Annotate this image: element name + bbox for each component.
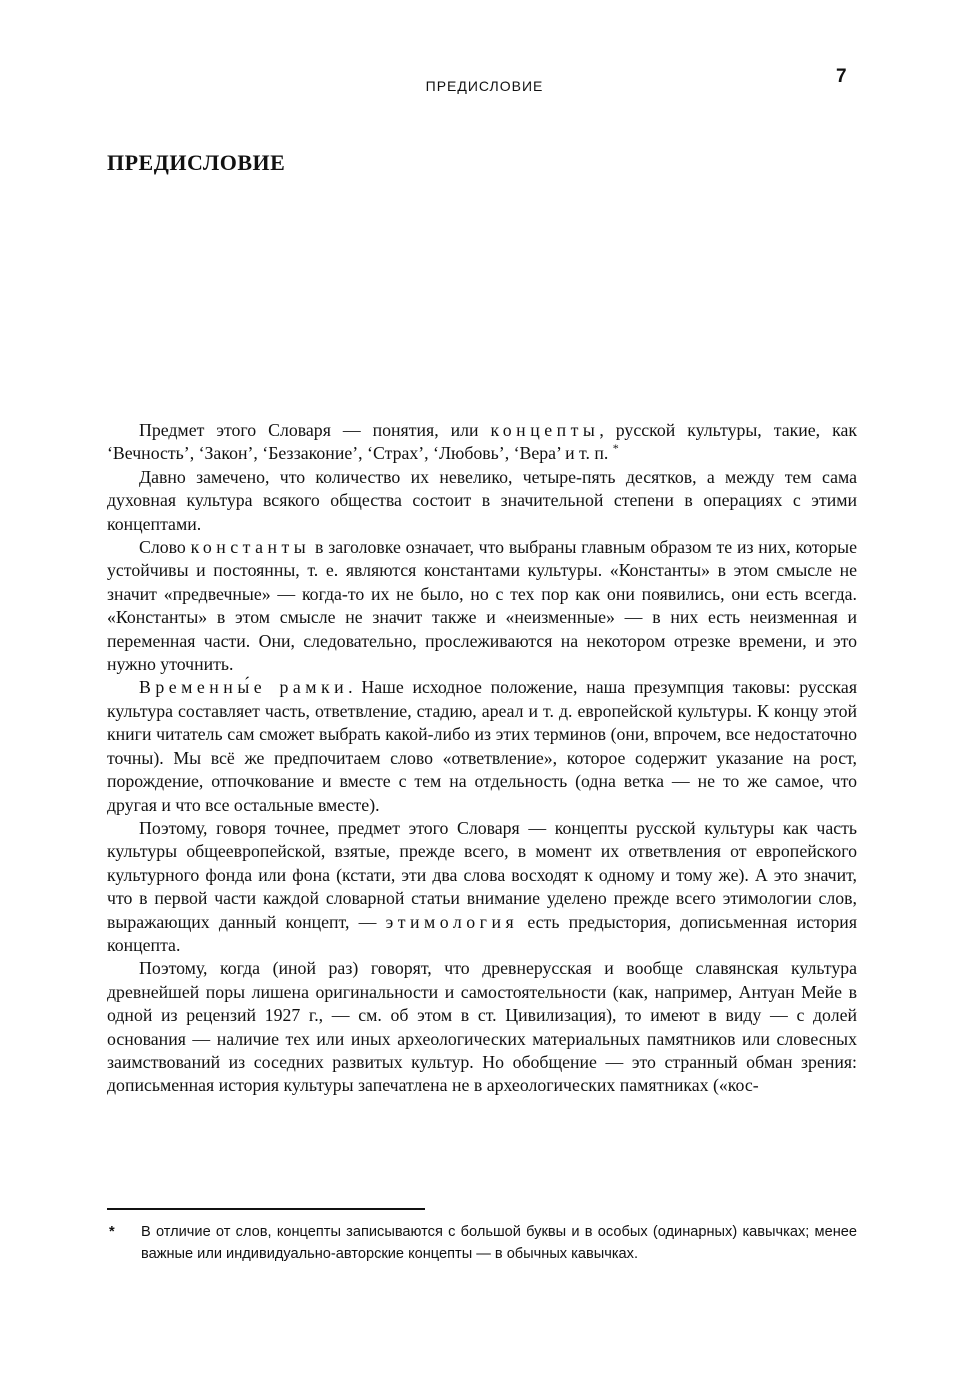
paragraph-1 — [107, 419, 857, 466]
paragraph-5-text-a: Поэтому, говоря точнее, предмет этого Словаря — концепты русской культуры как часть культуры общеевропейской, взятые, прежде всего, в момент их ответвления от европейского культурного фонда или фона (кстати, эти два слова восходят к одному и тому же). А это значит, что в первой части каждой словарной статьи внимание уделено прежде всего этимологии слов, выражающих данный концепт, — — [107, 817, 857, 932]
paragraph-3 — [107, 536, 857, 676]
spaced-term-concepts: концепты — [490, 420, 600, 440]
paragraph-3-text-b: в заголовке означает, что выбраны главным образом те из них, которые устойчивы и постоянны, т. е. являются константами культуры. «Константы» в этом смысле не значит «предвечные» — когда-то их не было, но с тех пор как они появились, они есть всегда. «Константы» в этом смысле не значит также и «неизменные» — в них есть неизменная и переменная части. Они, следовательно, прослеживаются на некотором отрезке времени, и это нужно уточнить. — [107, 537, 857, 675]
spaced-term-time-frame: Временны́е рамки — [139, 677, 349, 698]
paragraph-5 — [107, 817, 857, 957]
running-head: ПРЕДИСЛОВИЕ — [425, 78, 544, 94]
body-text — [107, 419, 857, 1098]
spaced-term-constants: константы — [190, 537, 311, 558]
page-title: ПРЕДИСЛОВИЕ — [107, 150, 286, 175]
paragraph-5-text-b: есть предыстория, дописьменная история концепта. — [107, 911, 858, 955]
paragraph-1-text-a: Предмет этого Словаря — понятия, или — [139, 420, 479, 440]
spaced-term-etymology: этимология — [385, 911, 519, 932]
paragraph-2: Давно замечено, что количество их невелико, четыре-пять десятков, а между тем сама духовная культура всякого общества состоит в значительной степени в операциях с этими концептами. — [107, 466, 857, 534]
footnote-divider — [107, 1208, 425, 1210]
paragraph-3-text-a: Слово — [139, 537, 186, 558]
footnote-text: В отличие от слов, концепты записываются с большой буквы и в особых (одинарных) кавычках; менее важные или индивидуально-авторские концепты — в обычных кавычках. — [141, 1224, 857, 1262]
page-number: 7 — [836, 66, 847, 87]
paragraph-4 — [107, 676, 857, 816]
paragraph-6: Поэтому, когда (иной раз) говорят, что древнерусская и вообще славянская культура древнейшей поры лишена оригинальности и самостоятельности (как, например, Антуан Мейе в одной из рецензий 1927 г., — см. об этом в ст. Цивилизация), то имеют в виду — с долей основания — наличие тех или иных археологических материальных памятников или словесных заимствований из соседних развитых культур. Но обобщение — это странный обман зрения: дописьменная история культуры запечатлена не в археологических памятниках («кос- — [107, 958, 857, 1096]
paragraph-1-text-b: , русской культуры, такие, как ‘Вечность’, ‘Закон’, ‘Беззаконие’, ‘Страх’, ‘Любовь’, ‘Вера’ и т. п. — [107, 420, 858, 464]
footnote-reference[interactable]: * — [612, 441, 619, 456]
footnote — [107, 1221, 857, 1265]
footnote-mark: * — [109, 1224, 115, 1240]
paragraph-4-text-b: . Наше исходное положение, наша презумпция таковы: русская культура составляет часть, ответвление, стадию, ареал и т. д. европейской культуры. К концу этой книги читатель сам сможет выбрать какой-либо из этих терминов (они, впрочем, все недостаточно точны). Мы всё же предпочитаем слово «ответвление», которое содержит указание на рост, порождение, отпочкование и вместе с тем на отдельность (одна ветка — не то же самое, что другая и что все остальные вместе). — [107, 677, 857, 815]
